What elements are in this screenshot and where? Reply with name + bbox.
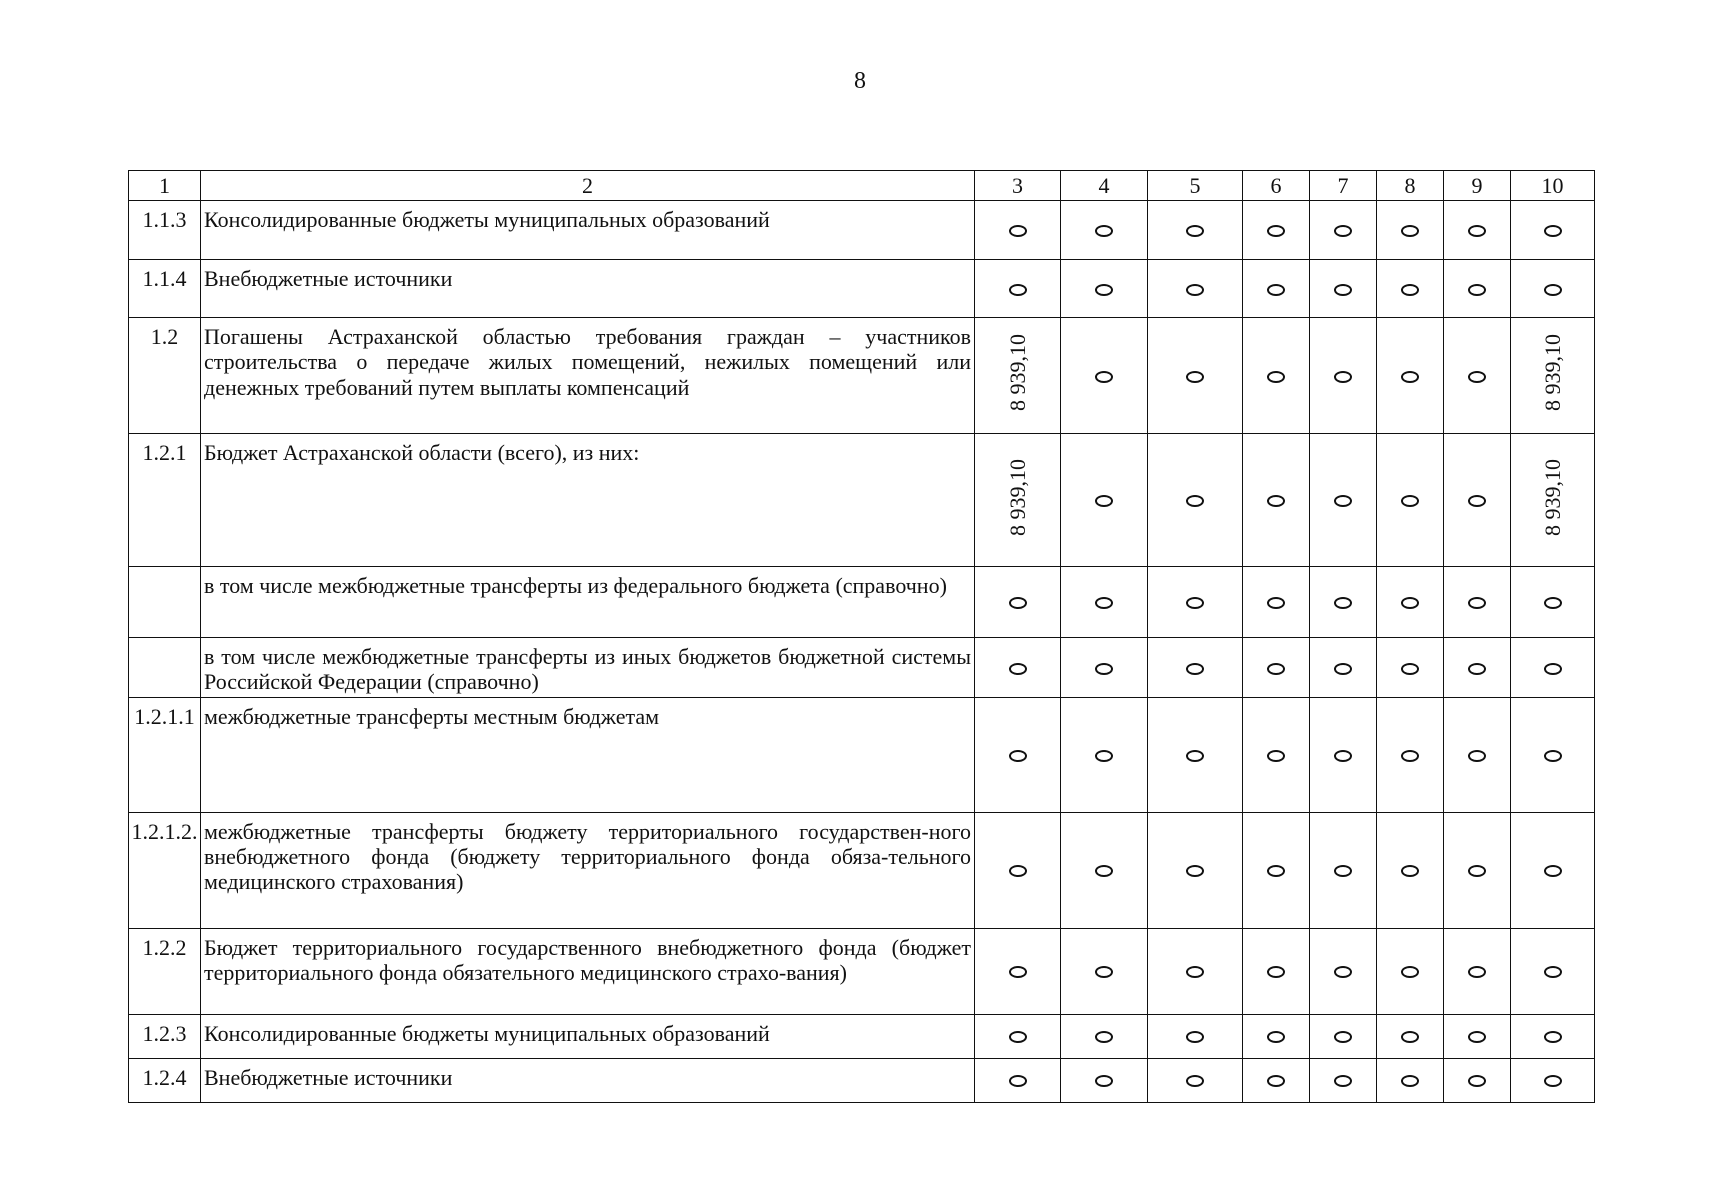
zero-value <box>1009 865 1027 877</box>
value-cell <box>1377 434 1444 567</box>
table-header-row <box>129 171 1595 201</box>
row-number: 1.2.1.2. <box>129 812 201 928</box>
value-cell <box>1444 928 1511 1014</box>
value-cell <box>1148 318 1243 434</box>
value-cell <box>1061 1014 1148 1058</box>
value-cell <box>1148 201 1243 260</box>
value-cell <box>975 260 1061 318</box>
value-cell <box>1444 201 1511 260</box>
column-header: 3 <box>975 171 1061 201</box>
table-row <box>129 928 1595 1014</box>
value-cell <box>1511 1014 1595 1058</box>
table-row <box>129 697 1595 812</box>
value-cell <box>1310 318 1377 434</box>
value-cell <box>1377 201 1444 260</box>
zero-value <box>1401 663 1419 675</box>
value-cell <box>1310 567 1377 638</box>
column-header: 10 <box>1511 171 1595 201</box>
value-cell <box>1511 434 1595 567</box>
value-cell <box>1377 638 1444 698</box>
zero-value <box>1468 1031 1486 1043</box>
value-cell <box>1243 1058 1310 1102</box>
vertical-value: 8 939,10 <box>1539 458 1565 536</box>
value-cell <box>1243 260 1310 318</box>
row-number: 1.2 <box>129 318 201 434</box>
zero-value <box>1401 225 1419 237</box>
value-cell <box>975 1058 1061 1102</box>
value-cell <box>1243 567 1310 638</box>
value-cell <box>1243 812 1310 928</box>
column-header: 9 <box>1444 171 1511 201</box>
value-cell <box>975 567 1061 638</box>
zero-value <box>1009 1031 1027 1043</box>
value-cell <box>1310 697 1377 812</box>
zero-value <box>1544 750 1562 762</box>
zero-value <box>1401 750 1419 762</box>
value-cell <box>1243 201 1310 260</box>
table-row <box>129 1058 1595 1102</box>
value-cell <box>1243 928 1310 1014</box>
budget-table <box>128 170 1595 1103</box>
zero-value <box>1401 966 1419 978</box>
zero-value <box>1468 1075 1486 1087</box>
value-cell <box>1061 697 1148 812</box>
value-cell <box>1310 812 1377 928</box>
value-cell <box>1061 928 1148 1014</box>
zero-value <box>1095 597 1113 609</box>
zero-value <box>1334 1075 1352 1087</box>
vertical-value: 8 939,10 <box>1004 334 1030 412</box>
page-number: 8 <box>854 68 866 94</box>
vertical-value: 8 939,10 <box>1539 334 1565 412</box>
zero-value <box>1186 865 1204 877</box>
zero-value <box>1468 663 1486 675</box>
zero-value <box>1468 495 1486 507</box>
column-header: 4 <box>1061 171 1148 201</box>
zero-value <box>1095 284 1113 296</box>
zero-value <box>1009 597 1027 609</box>
zero-value <box>1468 750 1486 762</box>
value-cell <box>1243 434 1310 567</box>
value-cell <box>1310 928 1377 1014</box>
zero-value <box>1267 663 1285 675</box>
zero-value <box>1267 1031 1285 1043</box>
value-cell <box>1148 434 1243 567</box>
value-cell <box>1444 260 1511 318</box>
zero-value <box>1095 495 1113 507</box>
zero-value <box>1468 225 1486 237</box>
zero-value <box>1468 966 1486 978</box>
row-description: Бюджет территориального государственного внебюджетного фонда (бюджет территориального фонда обязательного медицинского страхо-вания) <box>201 928 975 1014</box>
value-cell <box>1444 812 1511 928</box>
row-description: в том числе межбюджетные трансферты из федерального бюджета (справочно) <box>201 567 975 638</box>
row-description: Внебюджетные источники <box>201 1058 975 1102</box>
zero-value <box>1544 966 1562 978</box>
value-cell <box>1243 638 1310 698</box>
zero-value <box>1009 663 1027 675</box>
zero-value <box>1186 1031 1204 1043</box>
value-cell <box>1061 1058 1148 1102</box>
value-cell <box>975 1014 1061 1058</box>
zero-value <box>1544 865 1562 877</box>
row-number: 1.2.1 <box>129 434 201 567</box>
zero-value <box>1334 225 1352 237</box>
row-description: Консолидированные бюджеты муниципальных образований <box>201 1014 975 1058</box>
value-cell <box>975 928 1061 1014</box>
value-cell <box>975 201 1061 260</box>
table-row <box>129 318 1595 434</box>
zero-value <box>1267 371 1285 383</box>
value-cell <box>1377 567 1444 638</box>
zero-value <box>1009 284 1027 296</box>
value-cell <box>1061 260 1148 318</box>
zero-value <box>1544 284 1562 296</box>
table-row <box>129 1014 1595 1058</box>
value-cell <box>1377 318 1444 434</box>
value-cell <box>1310 260 1377 318</box>
table-row <box>129 812 1595 928</box>
zero-value <box>1267 597 1285 609</box>
value-cell <box>1061 318 1148 434</box>
column-header: 1 <box>129 171 201 201</box>
zero-value <box>1468 865 1486 877</box>
value-cell <box>1444 697 1511 812</box>
zero-value <box>1186 597 1204 609</box>
value-cell <box>1310 1058 1377 1102</box>
value-cell <box>1310 201 1377 260</box>
row-description: в том числе межбюджетные трансферты из иных бюджетов бюджетной системы Российской Федерации (справочно) <box>201 638 975 698</box>
zero-value <box>1401 1075 1419 1087</box>
zero-value <box>1544 225 1562 237</box>
value-cell <box>1061 434 1148 567</box>
value-cell <box>1444 1058 1511 1102</box>
value-cell <box>1148 1014 1243 1058</box>
zero-value <box>1334 966 1352 978</box>
row-description: межбюджетные трансферты местным бюджетам <box>201 697 975 812</box>
row-number <box>129 638 201 698</box>
row-number <box>129 567 201 638</box>
row-number: 1.2.3 <box>129 1014 201 1058</box>
value-cell <box>1061 567 1148 638</box>
value-cell <box>1511 812 1595 928</box>
value-cell <box>975 318 1061 434</box>
value-cell <box>1377 697 1444 812</box>
value-cell <box>1377 1058 1444 1102</box>
zero-value <box>1186 1075 1204 1087</box>
value-cell <box>1511 697 1595 812</box>
zero-value <box>1334 597 1352 609</box>
value-cell <box>975 812 1061 928</box>
zero-value <box>1544 597 1562 609</box>
value-cell <box>1310 638 1377 698</box>
zero-value <box>1334 750 1352 762</box>
zero-value <box>1186 750 1204 762</box>
value-cell <box>975 434 1061 567</box>
row-description: межбюджетные трансферты бюджету территориального государствен-ного внебюджетного фонда (бюджету территориального фонда обяза-тельного медицинского страхования) <box>201 812 975 928</box>
value-cell <box>1243 697 1310 812</box>
value-cell <box>1243 1014 1310 1058</box>
zero-value <box>1267 284 1285 296</box>
zero-value <box>1401 284 1419 296</box>
zero-value <box>1095 1075 1113 1087</box>
zero-value <box>1401 597 1419 609</box>
value-cell <box>1061 812 1148 928</box>
value-cell <box>975 697 1061 812</box>
value-cell <box>1511 567 1595 638</box>
zero-value <box>1468 371 1486 383</box>
zero-value <box>1267 225 1285 237</box>
zero-value <box>1401 371 1419 383</box>
table-row <box>129 638 1595 698</box>
column-header: 2 <box>201 171 975 201</box>
value-cell <box>1148 1058 1243 1102</box>
column-header: 8 <box>1377 171 1444 201</box>
value-cell <box>1148 812 1243 928</box>
value-cell <box>1444 318 1511 434</box>
zero-value <box>1334 495 1352 507</box>
zero-value <box>1186 966 1204 978</box>
table-row <box>129 434 1595 567</box>
row-description: Консолидированные бюджеты муниципальных образований <box>201 201 975 260</box>
row-number: 1.1.3 <box>129 201 201 260</box>
row-number: 1.2.2 <box>129 928 201 1014</box>
zero-value <box>1267 1075 1285 1087</box>
value-cell <box>1444 434 1511 567</box>
value-cell <box>1310 1014 1377 1058</box>
zero-value <box>1186 495 1204 507</box>
zero-value <box>1334 663 1352 675</box>
zero-value <box>1401 865 1419 877</box>
zero-value <box>1334 371 1352 383</box>
zero-value <box>1267 750 1285 762</box>
row-description: Внебюджетные источники <box>201 260 975 318</box>
column-header: 6 <box>1243 171 1310 201</box>
value-cell <box>1243 318 1310 434</box>
table-row <box>129 260 1595 318</box>
zero-value <box>1401 495 1419 507</box>
zero-value <box>1186 663 1204 675</box>
value-cell <box>1444 1014 1511 1058</box>
zero-value <box>1095 663 1113 675</box>
table-row <box>129 567 1595 638</box>
value-cell <box>1061 638 1148 698</box>
value-cell <box>1377 812 1444 928</box>
column-header: 5 <box>1148 171 1243 201</box>
row-number: 1.2.1.1 <box>129 697 201 812</box>
value-cell <box>1148 567 1243 638</box>
value-cell <box>1148 928 1243 1014</box>
zero-value <box>1095 1031 1113 1043</box>
zero-value <box>1401 1031 1419 1043</box>
value-cell <box>1511 928 1595 1014</box>
value-cell <box>1061 201 1148 260</box>
value-cell <box>1444 638 1511 698</box>
zero-value <box>1544 663 1562 675</box>
value-cell <box>1377 1014 1444 1058</box>
value-cell <box>1377 260 1444 318</box>
zero-value <box>1186 225 1204 237</box>
zero-value <box>1544 1075 1562 1087</box>
value-cell <box>1511 260 1595 318</box>
table-row <box>129 201 1595 260</box>
zero-value <box>1334 865 1352 877</box>
vertical-value: 8 939,10 <box>1004 458 1030 536</box>
zero-value <box>1186 371 1204 383</box>
zero-value <box>1544 1031 1562 1043</box>
value-cell <box>1511 638 1595 698</box>
value-cell <box>1444 567 1511 638</box>
value-cell <box>1148 260 1243 318</box>
zero-value <box>1267 865 1285 877</box>
row-description: Бюджет Астраханской области (всего), из них: <box>201 434 975 567</box>
zero-value <box>1334 1031 1352 1043</box>
zero-value <box>1186 284 1204 296</box>
value-cell <box>1377 928 1444 1014</box>
value-cell <box>1148 638 1243 698</box>
value-cell <box>1310 434 1377 567</box>
zero-value <box>1095 225 1113 237</box>
row-number: 1.1.4 <box>129 260 201 318</box>
zero-value <box>1095 750 1113 762</box>
value-cell <box>1511 318 1595 434</box>
zero-value <box>1267 966 1285 978</box>
zero-value <box>1267 495 1285 507</box>
zero-value <box>1095 371 1113 383</box>
value-cell <box>1148 697 1243 812</box>
zero-value <box>1009 966 1027 978</box>
zero-value <box>1468 597 1486 609</box>
zero-value <box>1009 1075 1027 1087</box>
zero-value <box>1009 225 1027 237</box>
column-header: 7 <box>1310 171 1377 201</box>
value-cell <box>1511 1058 1595 1102</box>
row-description: Погашены Астраханской областью требования граждан – участников строительства о передаче жилых помещений, нежилых помещений или денежных требований путем выплаты компенсаций <box>201 318 975 434</box>
zero-value <box>1009 750 1027 762</box>
zero-value <box>1468 284 1486 296</box>
zero-value <box>1095 865 1113 877</box>
value-cell <box>1511 201 1595 260</box>
zero-value <box>1095 966 1113 978</box>
zero-value <box>1334 284 1352 296</box>
value-cell <box>975 638 1061 698</box>
row-number: 1.2.4 <box>129 1058 201 1102</box>
